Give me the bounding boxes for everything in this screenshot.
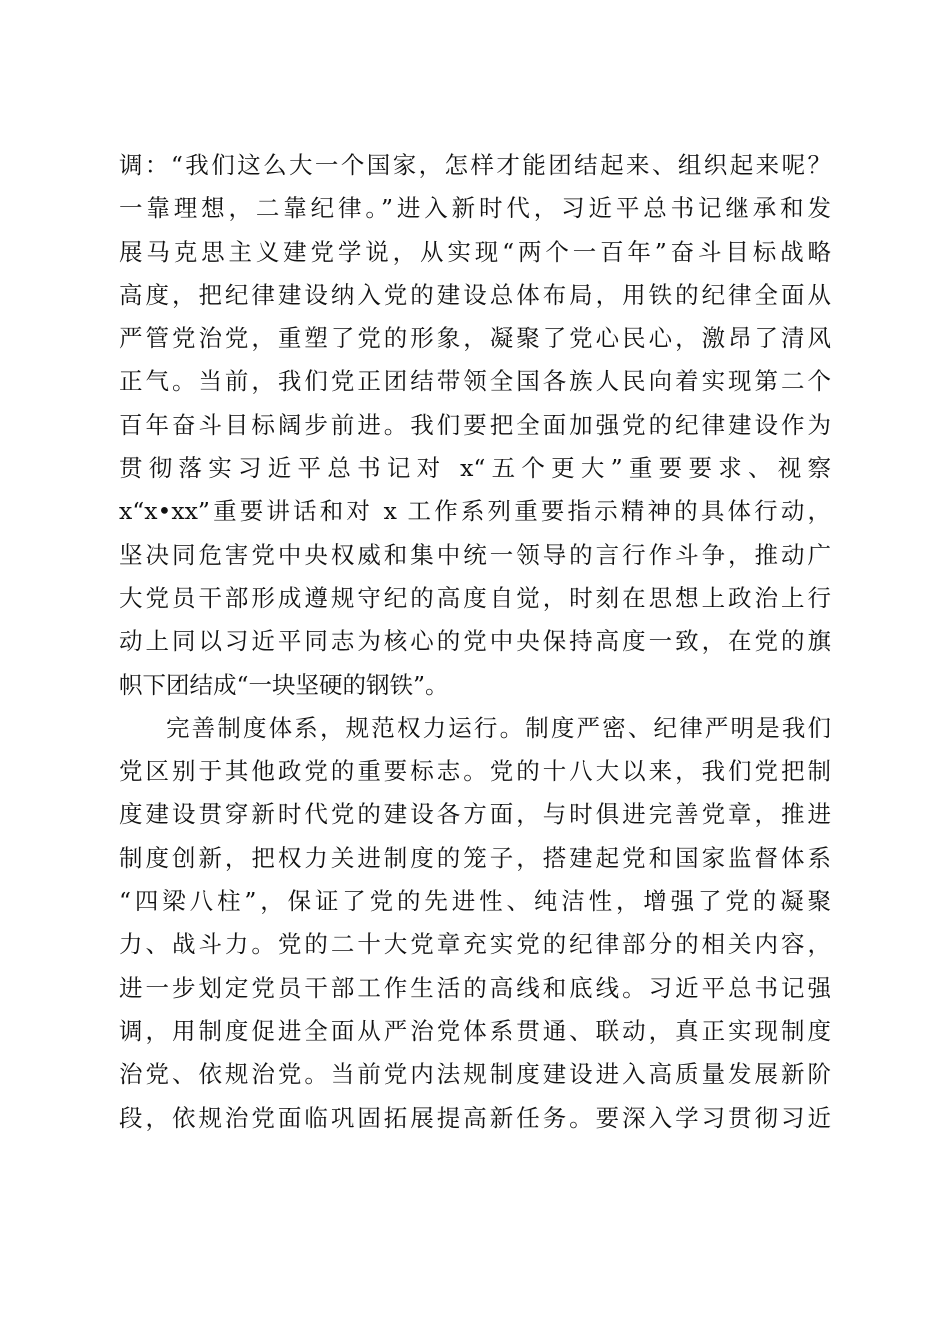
paragraph-discipline-construction: [119, 144, 831, 707]
text-line: 调：“我们这么大一个国家，怎样才能团结起来、组织起来呢？: [119, 151, 831, 179]
text-line: 百年奋斗目标阔步前进。我们要把全面加强党的纪律建设作为: [119, 410, 831, 439]
text-line: 完善制度体系，规范权力运行。制度严密、纪律严明是我们: [166, 713, 831, 742]
text-line: 制度创新，把权力关进制度的笼子，搭建起党和国家监督体系: [119, 843, 831, 872]
text-line: 度建设贯穿新时代党的建设各方面，与时俱进完善党章，推进: [119, 800, 831, 829]
text-line: 一靠理想，二靠纪律。”进入新时代，习近平总书记继承和发: [119, 194, 831, 223]
text-line: 坚决同危害党中央权威和集中统一领导的言行作斗争，推动广: [119, 540, 831, 569]
text-line: 党区别于其他政党的重要标志。党的十八大以来，我们党把制: [119, 757, 831, 786]
text-line: 展马克思主义建党学说，从实现“两个一百年”奋斗目标战略: [119, 237, 831, 266]
text-line: 动上同以习近平同志为核心的党中央保持高度一致，在党的旗: [119, 627, 831, 656]
text-line: 段，依规治党面临巩固拓展提高新任务。要深入学习贯彻习近: [119, 1103, 831, 1132]
text-line: 大党员干部形成遵规守纪的高度自觉，时刻在思想上政治上行: [119, 583, 831, 612]
text-line: 调，用制度促进全面从严治党体系贯通、联动，真正实现制度: [119, 1016, 831, 1045]
text-line: x“x•xx”重要讲话和对 x 工作系列重要指示精神的具体行动，: [119, 497, 831, 526]
text-line: “四梁八柱”，保证了党的先进性、纯洁性，增强了党的凝聚: [119, 887, 831, 916]
text-line: 正气。当前，我们党正团结带领全国各族人民向着实现第二个: [119, 367, 831, 396]
text-line: 帜下团结成“一块坚硬的钢铁”。: [119, 670, 449, 699]
body-text: [119, 144, 831, 1140]
text-line: 严管党治党，重塑了党的形象，凝聚了党心民心，激昂了清风: [119, 324, 831, 353]
text-line: 高度，把纪律建设纳入党的建设总体布局，用铁的纪律全面从: [119, 280, 831, 309]
text-line: 进一步划定党员干部工作生活的高线和底线。习近平总书记强: [119, 973, 831, 1002]
text-line: 治党、依规治党。当前党内法规制度建设进入高质量发展新阶: [119, 1060, 831, 1089]
text-line: 贯彻落实习近平总书记对 x“五个更大”重要要求、视察: [119, 454, 831, 483]
text-line: 力、战斗力。党的二十大党章充实党的纪律部分的相关内容，: [119, 930, 831, 959]
paragraph-institutional-system: [119, 707, 831, 1140]
